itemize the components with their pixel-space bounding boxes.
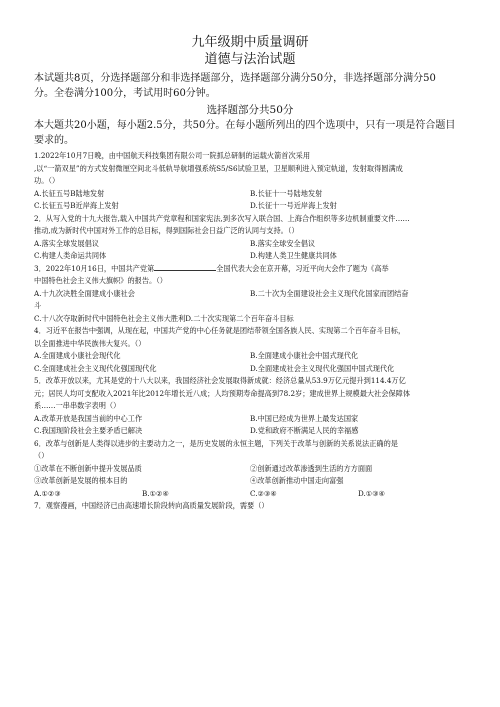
q6-options-row bbox=[34, 488, 466, 501]
q3-stem-2: 中国特色社会主义伟大旗帜》的报告。（） bbox=[34, 276, 167, 285]
q6-stem-2: （） bbox=[34, 451, 49, 460]
q6-statements-row-1 bbox=[34, 463, 466, 476]
q1-options-row-1 bbox=[34, 188, 466, 201]
q5-option-b: B.中国已经成为世界上最发达国家 bbox=[250, 413, 359, 423]
q1-stem-1: 1.2022年10月7日晚，由中国航天科技集团有限公司一院抓总研制的运载火箭首次采用 bbox=[34, 151, 311, 160]
intro-line-2: 分。全卷满分100分，考试用时60分钟。 bbox=[34, 88, 216, 99]
q3-stem-1 bbox=[34, 263, 466, 276]
q4-option-b: B.全面建成小康社会中国式现代化 bbox=[250, 351, 359, 360]
q6-option-c: C.②③④ bbox=[250, 488, 277, 498]
q3-option-a: A.十九次决胜全面建成小康社会 bbox=[34, 288, 135, 298]
q4-options-row-2 bbox=[34, 363, 466, 376]
q6-option-b: B.①②④ bbox=[142, 488, 169, 498]
q6-stem-1: 6．改革与创新是人类得以进步的主要动力之一，是历史发展的永恒主题，下列关于改革与创新的关系说法正确的是 bbox=[34, 438, 398, 448]
q6-statement-4: ④改革创新推动中国走向富强 bbox=[250, 476, 344, 485]
q4-option-d: D.全面建成社会主义现代化强国中国式现代化 bbox=[250, 363, 395, 373]
section-title: 选择题部分共50分 bbox=[206, 104, 294, 116]
q6-statement-1: ①改革在不断创新中提升发展品质 bbox=[34, 463, 142, 473]
q2-stem-1: 2．从写入党的十九大报告,载入中国共产党章程和国家宪法,到多次写入联合国、上海合作组织等多边机制重要文件…… bbox=[34, 213, 410, 223]
exam-subtitle: 道德与法治试题 bbox=[204, 52, 296, 67]
q6-option-d: D.①③④ bbox=[358, 488, 386, 498]
q1-option-a: A.长征五号B陆地发射 bbox=[34, 188, 105, 198]
q2-options-row-2 bbox=[34, 250, 466, 263]
q1-option-b: B.长征十一号陆地发射 bbox=[250, 188, 323, 198]
q6-statements-row-2 bbox=[34, 475, 466, 488]
q5-stem-3: 系……一串串数字表明（） bbox=[34, 401, 121, 410]
intro-line-1: 本试题共8页，分选择题部分和非选择题部分，选择题部分满分50分，非选择题部分满分50 bbox=[34, 73, 436, 84]
q2-option-a: A.落实全球发展倡议 bbox=[34, 238, 99, 248]
q7-stem-1: 7．观察漫画，中国经济已由高速增长阶段转向高质量发展阶段，需要（） bbox=[34, 501, 269, 510]
q3-stem-post: 全国代表大会在京开幕，习近平向大会作了题为《高举 bbox=[216, 263, 389, 273]
q1-option-d: D.长征十一号近岸海上发射 bbox=[250, 201, 337, 210]
q2-option-b: B.落实全球安全倡议 bbox=[250, 238, 316, 248]
answer-blank bbox=[154, 263, 216, 271]
q3-option-cd: C.十八次夺取新时代中国特色社会主义伟大胜利D.二十次实现第二个百年奋斗目标 bbox=[34, 313, 294, 323]
q4-options-row-1 bbox=[34, 350, 466, 363]
q2-option-c: C.构建人类命运共同体 bbox=[34, 251, 107, 260]
q3-option-b-cont: 斗 bbox=[34, 301, 42, 310]
q2-options-row-1 bbox=[34, 238, 466, 251]
q5-stem-1: 5．改革开放以来，尤其是党的十八大以来，我国经济社会发展取得新成就：经济总量从53.9万亿元提升到114.4万亿 bbox=[34, 376, 406, 385]
q1-option-c: C.长征五号B近岸海上发射 bbox=[34, 201, 119, 210]
q5-stem-2: 元；居民人均可支配收入2021年比2012年增长近八成；人均预期寿命提高到78.2岁；建成世界上规模最大社会保障体 bbox=[34, 388, 411, 398]
q1-stem-2: ,以“一箭双星”的方式发射微厘空间北斗低轨导航增强系统S5/S6试验卫星，卫星顺利进入预定轨道，发射取得圆满成 bbox=[34, 163, 403, 173]
q5-option-a: A.改革开放是我国当前的中心工作 bbox=[34, 413, 143, 423]
q3-option-b: B.二十次为全面建设社会主义现代化国家而团结奋 bbox=[250, 288, 409, 298]
section-desc-1: 本大题共20小题，每小题2.5分，共50分。在每小题所列出的四个选项中，只有一项是符合题目 bbox=[34, 120, 456, 131]
q5-options-row-2 bbox=[34, 425, 466, 438]
q6-statement-3: ③改革创新是发展的根本目的 bbox=[34, 476, 128, 485]
q4-stem-2: 以全面推进中华民族伟大复兴。（） bbox=[34, 338, 146, 348]
q4-stem-1: 4．习近平在报告中强调，从现在起，中国共产党的中心任务就是团结带领全国各族人民、实现第二个百年奋斗目标， bbox=[34, 326, 406, 335]
q6-option-a: A.①②③ bbox=[34, 488, 61, 498]
q3-stem-pre: 3．2022年10月16日，中国共产党第 bbox=[34, 263, 155, 273]
q6-statement-2: ②创新通过改革渗透到生活的方方面面 bbox=[250, 463, 373, 473]
q2-stem-2: 推动,成为新时代中国对外工作的总目标，得到国际社会日益广泛的认同与支持。（） bbox=[34, 226, 299, 235]
q5-option-c: C.我国现阶段社会主要矛盾已解决 bbox=[34, 426, 143, 435]
q2-option-d: D.构建人类卫生健康共同体 bbox=[250, 251, 337, 260]
q5-options-row-1 bbox=[34, 413, 466, 426]
section-desc-2: 要求的。 bbox=[34, 135, 74, 146]
q1-stem-3: 功。（） bbox=[34, 176, 60, 185]
exam-title: 九年级期中质量调研 bbox=[191, 35, 309, 50]
q4-option-a: A.全面建成小康社会现代化 bbox=[34, 351, 121, 360]
q1-options-row-2 bbox=[34, 200, 466, 213]
q4-option-c: C.全面建成社会主义现代化强国现代化 bbox=[34, 363, 157, 373]
q3-options-row-1 bbox=[34, 288, 466, 301]
q5-option-d: D.党和政府不断满足人民的幸福感 bbox=[250, 426, 359, 435]
